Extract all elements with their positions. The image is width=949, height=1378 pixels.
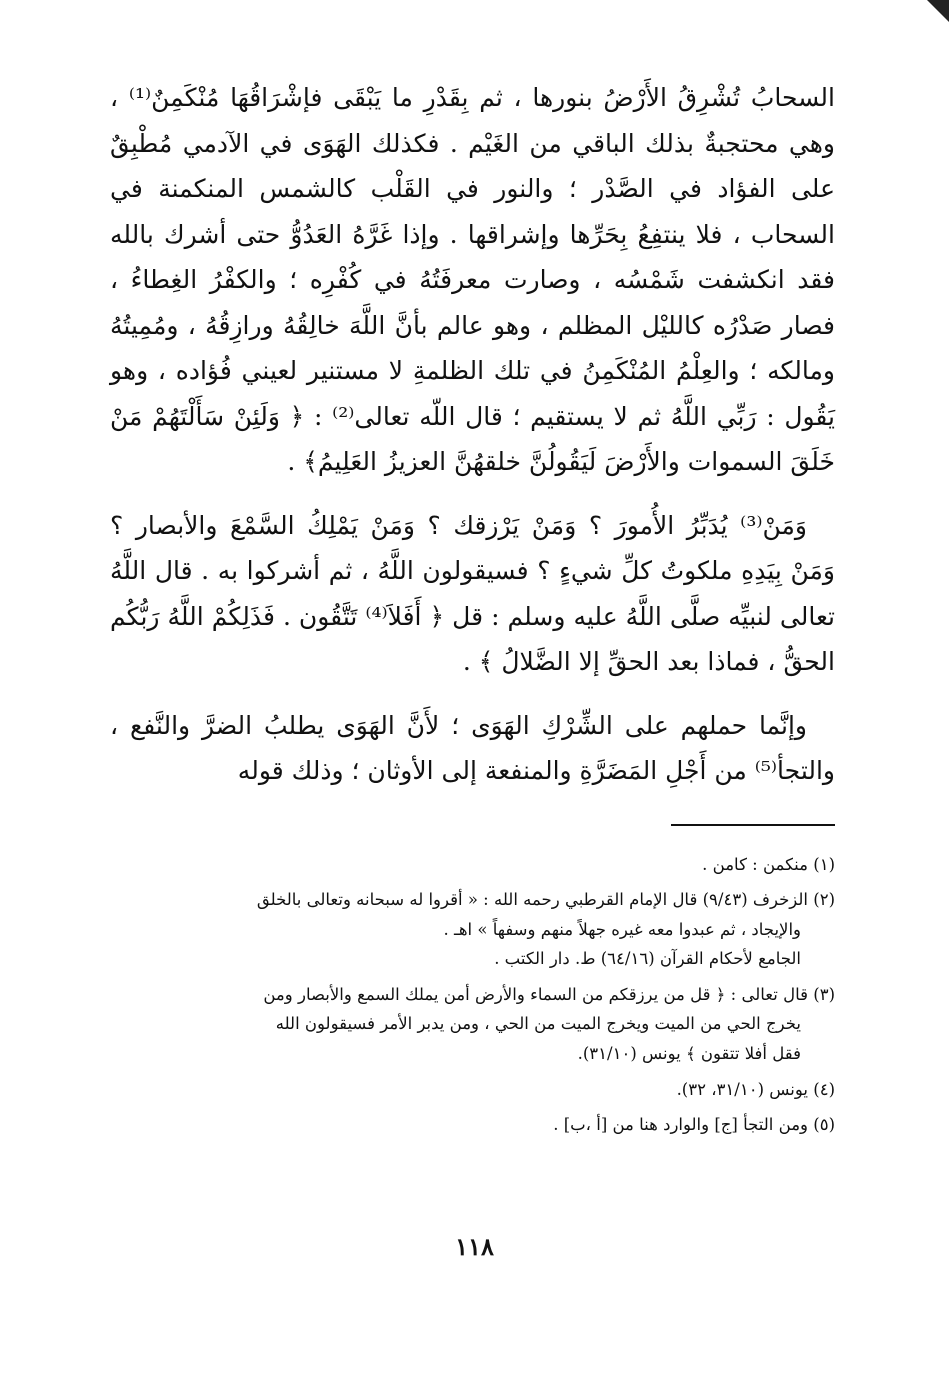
footnote-line: والإيجاد ، ثم عبدوا معه غيره جهلاً منهم وسفهاً » اهـ . — [443, 919, 801, 939]
body-line: على الفؤاد في الصَّدْر ؛ والنور في القَلْب كالشمس المنكمنة في — [110, 174, 835, 203]
body-line: فَذَلِكُمْ اللَّهُ رَبُّكُم الحقُّ ، فماذا بعد الحقِّ إلا الضَّلالُ ﴾ . — [110, 601, 835, 676]
body-line: وإنَّما حملهم على الشِّرْكِ الهَوَى ؛ لأَنَّ الهَوَى يطلبُ الضرَّ — [202, 710, 807, 740]
book-page — [110, 75, 835, 1146]
body-line: به . قال اللَّهُ تعالى لنبيِّه صلَّى اللَّهُ عليه وسلم : قل ﴿ أَفَلاَ⁽⁴⁾ تَتَّقُون . — [110, 556, 836, 631]
footnote-line: (١) منكمن : كامن . — [702, 854, 835, 874]
main-text — [110, 75, 835, 794]
body-line: يَقُول : رَبِّي اللَّهُ ثم لا يستقيم ؛ قال اللّه تعالى⁽²⁾ : ﴿ وَلَئِنْ سَأَلْتَهُمْ — [152, 401, 836, 431]
footnote-line: الجامع لأحكام القرآن (٦٤/١٦) ط. دار الكتب . — [494, 949, 801, 969]
body-paragraph — [110, 75, 835, 485]
footnotes — [110, 850, 835, 1140]
footnote-line: (٥) ومن التجأ [ج] والوارد هنا من [أ ،ب] . — [553, 1115, 835, 1135]
body-line: وهي محتجبةٌ بذلك الباقي من الغَيْم . فكذلك الهَوَى في الآدمي مُطْبِقٌ — [110, 128, 835, 158]
body-line: والنَّفع ، والتجأ⁽⁵⁾ من أَجْلِ المَضَرَّةِ والمنفعة إلى الأوثان ؛ وذلك قوله — [110, 710, 835, 785]
footnote — [110, 980, 835, 1069]
footnote-line: (٤) يونس (٣١/١٠، ٣٢). — [676, 1079, 835, 1099]
footnote-line: فقل أفلا تتقون ﴾ يونس (٣١/١٠). — [577, 1044, 801, 1064]
footnote — [110, 885, 835, 974]
body-line: وَمَنْ⁽³⁾ يُدَبِّرُ الأُمورَ ؟ وَمَنْ يَرْزقك ؟ وَمَنْ يَمْلِكُ السَّمْعَ — [230, 510, 807, 540]
page-number: ١١٨ — [455, 1232, 494, 1261]
body-line: السحابُ تُشْرِقُ الأَرْضُ بنورها ، ثم بِقَدْرِ ما يَبْقَى فإشْرَاقُهَا مُنْكَمِنٌ⁽¹⁾ ، — [110, 83, 835, 112]
footnote — [110, 850, 835, 880]
body-line: ومالكه ؛ والعِلْمُ المُنْكَمِنُ في تلك الظلمةِ لا مستنير لعيني فُؤاده ، وهو — [110, 356, 835, 385]
body-line: فقد انكشفت شَمْسُه ، وصارت معرفَتُهُ في كُفْرِه ؛ والكفْرُ الغِطاءُ ، — [110, 265, 835, 294]
body-line: مَنْ خَلَقَ السموات والأَرْضَ لَيَقُولُنَّ خلقهُنَّ العزيزُ العَلِيمُ﴾ . — [110, 401, 835, 476]
corner-scan-mark — [927, 0, 949, 22]
footnote — [110, 1110, 835, 1140]
footnote-line: يخرج الحي من الميت ويخرج الميت من الحي ، ومن يدبر الأمر فسيقولون الله — [275, 1014, 801, 1034]
footnote-line: (٣) قال تعالى : ﴿ قل من يرزقكم من السماء والأرض أمن يملك السمع والأبصار ومن — [263, 984, 835, 1004]
body-line: والأبصار ؟ وَمَنْ بِيَدِهِ ملكوتُ كلِّ شيءٍ ؟ فسيقولون اللَّهُ ، ثم أشركوا — [110, 510, 835, 585]
footnote-separator — [671, 824, 835, 826]
body-line: فصار صَدْرُه كالليْل المظلم ، وهو عالم بأنَّ اللَّهَ خالِقُهُ ورازِقُهُ ، ومُمِيتُهُ — [110, 310, 835, 340]
body-line: السحاب ، فلا ينتفِعُ بِحَرِّها وإشراقها . وإذا غَرَّهُ العَدُوُّ حتى أشرك بالله — [110, 219, 835, 249]
footnote — [110, 1075, 835, 1105]
footnote-line: (٢) الزخرف (٩/٤٣) قال الإمام القرطبي رحمه الله : « أقروا له سبحانه وتعالى بالخلق — [256, 890, 835, 910]
body-paragraph — [110, 703, 835, 794]
body-paragraph — [110, 503, 835, 685]
